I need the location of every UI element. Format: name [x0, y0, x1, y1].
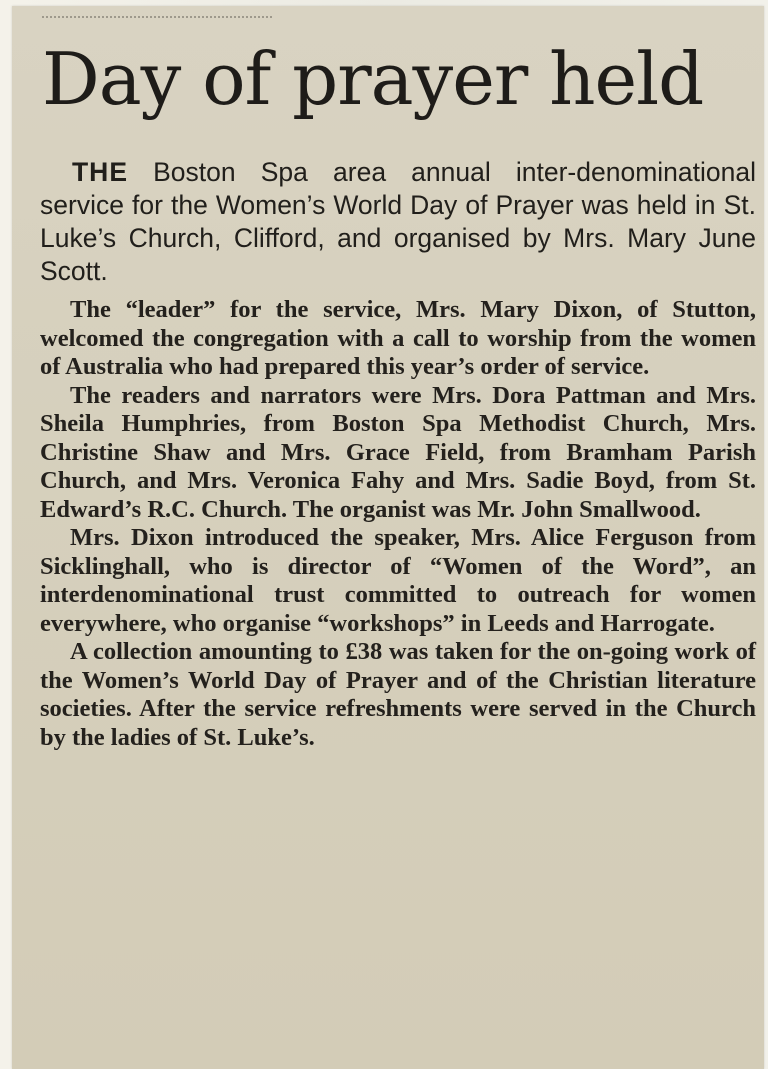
lead-capitals: THE	[72, 157, 128, 187]
article-paragraph-readers: The readers and narrators were Mrs. Dora Pattman and Mrs. Sheila Humphries, from Boston Spa Methodist Church, Mrs. Christine Shaw and Mrs. Grace Field, from Bramham Parish Church, and Mrs. Veronica Fahy and Mrs. Sadie Boyd, from St. Edward’s R.C. Church. The organist was Mr. John Smallwood.	[40, 381, 756, 523]
article-paragraph-collection: A collection amounting to £38 was taken for the on-going work of the Women’s World Day of Prayer and of the Christian literature societies. After the service refreshments were served in the Church by the ladies of St. Luke’s.	[40, 638, 756, 751]
torn-edge-remnant	[42, 6, 272, 18]
article-lead-paragraph	[40, 156, 756, 288]
article-headline: Day of prayer held	[42, 37, 704, 121]
article-paragraph-leader: The “leader” for the service, Mrs. Mary Dixon, of Stutton, welcomed the congregation with a call to worship from the women of Australia who had prepared this year’s order of service.	[40, 296, 756, 380]
article-body	[40, 296, 756, 752]
lead-text: Boston Spa area annual inter-denominational service for the Women’s World Day of Prayer was held in St. Luke’s Church, Clifford, and organised by Mrs. Mary June Scott.	[40, 157, 756, 286]
newspaper-clipping	[12, 6, 764, 1069]
article-paragraph-speaker: Mrs. Dixon introduced the speaker, Mrs. Alice Ferguson from Sicklinghall, who is director of “Women of the Word”, an interdenominational trust committed to outreach for women everywhere, who organise “workshops” in Leeds and Harrogate.	[40, 524, 756, 637]
